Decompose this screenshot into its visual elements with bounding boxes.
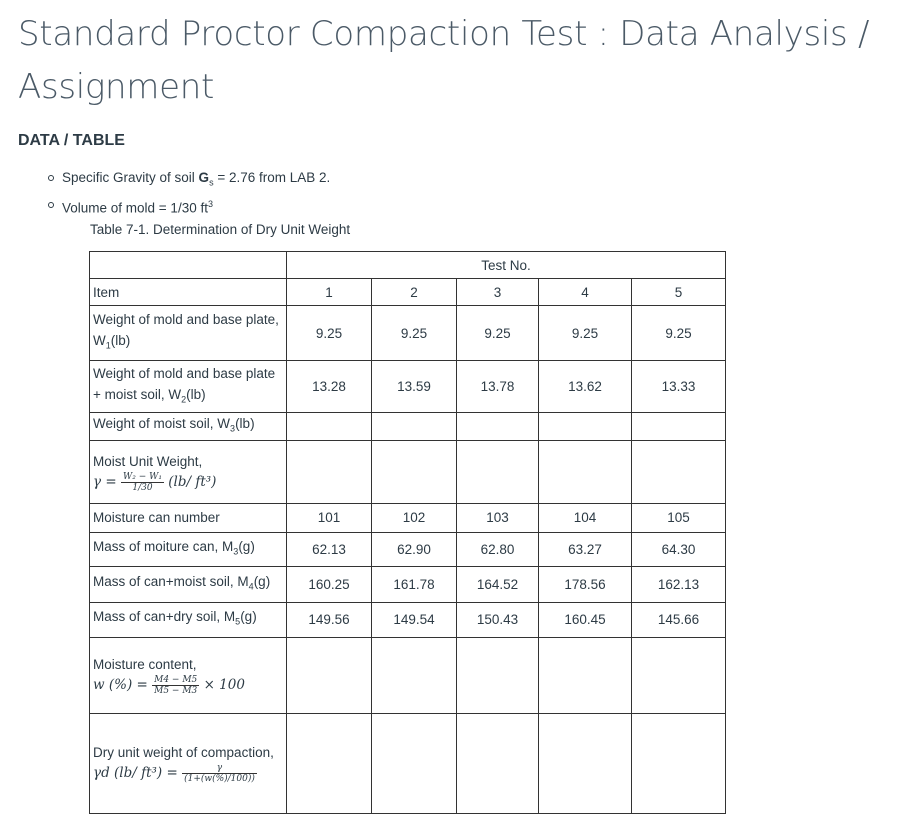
row-label-subscript: 5	[235, 617, 241, 628]
formula-numerator: W₂ − W₁	[122, 471, 162, 482]
row-label: Moisture can number	[93, 510, 220, 526]
formula-lhs: w (%) =	[93, 677, 148, 694]
dry-unit-weight-table	[89, 251, 726, 814]
formula-fraction	[152, 675, 199, 696]
row-label: Weight of mold and base plate + moist soil, W	[93, 365, 276, 402]
value-cell[interactable]	[539, 413, 632, 441]
value-cell[interactable]: 160.25	[287, 566, 372, 602]
row-formula	[93, 763, 286, 784]
value-cell[interactable]	[457, 440, 539, 503]
value-cell[interactable]: 13.59	[372, 361, 457, 413]
value-cell[interactable]: 62.13	[287, 532, 372, 566]
value-cell[interactable]: 102	[372, 503, 457, 532]
value-cell[interactable]: 13.28	[287, 361, 372, 413]
bullet-text: Specific Gravity of soil	[62, 170, 199, 185]
formula-fraction	[182, 763, 257, 784]
value-cell[interactable]: 178.56	[539, 566, 632, 602]
row-label-cell	[90, 306, 287, 361]
row-label-unit: (g)	[238, 538, 255, 554]
table-row	[90, 532, 726, 566]
table-row	[90, 637, 726, 713]
data-bullet-list	[62, 167, 330, 218]
row-label-cell	[90, 440, 287, 503]
formula-units: × 100	[203, 677, 245, 694]
bullet-text: = 2.76 from LAB 2.	[213, 170, 331, 185]
table-row	[90, 713, 726, 813]
table-row	[90, 306, 726, 361]
formula-numerator: γ	[182, 763, 257, 774]
table-row	[90, 440, 726, 503]
formula-lhs: γd (lb/ ft³) =	[93, 765, 178, 782]
test-number-header: 5	[632, 279, 726, 306]
row-label: Mass of moiture can, M	[93, 538, 234, 554]
formula-denominator: M5 − M3	[154, 686, 198, 697]
table-row	[90, 503, 726, 532]
table-header-row	[90, 279, 726, 306]
value-cell[interactable]	[632, 440, 726, 503]
value-cell[interactable]	[372, 440, 457, 503]
row-label-cell	[90, 413, 287, 441]
value-cell[interactable]	[372, 713, 457, 813]
value-cell[interactable]: 101	[287, 503, 372, 532]
value-cell[interactable]	[287, 713, 372, 813]
row-label-unit: (lb)	[235, 416, 255, 431]
table-row	[90, 566, 726, 602]
page-title: Standard Proctor Compaction Test : Data Analysis / Assignment	[18, 14, 870, 107]
superscript: 3	[207, 198, 213, 209]
gs-subscript: s	[209, 177, 214, 188]
value-cell[interactable]: 161.78	[372, 566, 457, 602]
value-cell[interactable]	[287, 440, 372, 503]
formula-units: (lb/ ft³)	[168, 473, 217, 490]
value-cell[interactable]: 13.78	[457, 361, 539, 413]
row-label-unit: (g)	[253, 573, 271, 589]
value-cell[interactable]: 9.25	[632, 306, 726, 361]
value-cell[interactable]	[372, 637, 457, 713]
value-cell[interactable]: 160.45	[539, 602, 632, 637]
test-number-header: 4	[539, 279, 632, 306]
value-cell[interactable]	[287, 413, 372, 441]
row-label: Weight of moist soil, W	[93, 416, 231, 431]
row-label-subscript: 3	[233, 546, 239, 557]
table-caption: Table 7-1. Determination of Dry Unit Weight	[90, 222, 351, 237]
row-label-cell	[90, 503, 287, 532]
value-cell[interactable]: 9.25	[539, 306, 632, 361]
row-label-subscript: 4	[248, 581, 254, 592]
item-header: Item	[90, 279, 287, 306]
blank-header-cell	[90, 252, 287, 279]
test-number-header: 2	[372, 279, 457, 306]
row-label: Weight of mold and base plate, W	[93, 312, 279, 349]
row-formula	[93, 675, 286, 696]
value-cell[interactable]: 9.25	[372, 306, 457, 361]
value-cell[interactable]: 13.33	[632, 361, 726, 413]
row-label: Moist Unit Weight,	[93, 453, 203, 469]
value-cell[interactable]: 62.90	[372, 532, 457, 566]
value-cell[interactable]: 104	[539, 503, 632, 532]
value-cell[interactable]: 162.13	[632, 566, 726, 602]
row-label: Mass of can+moist soil, M	[93, 573, 249, 589]
value-cell[interactable]: 149.56	[287, 602, 372, 637]
gs-symbol: G	[198, 170, 210, 185]
bullet-specific-gravity	[62, 167, 330, 194]
row-label-subscript: 1	[105, 340, 111, 351]
value-cell[interactable]	[287, 637, 372, 713]
value-cell[interactable]	[539, 713, 632, 813]
row-label-cell	[90, 602, 287, 637]
row-label: Mass of can+dry soil, M	[93, 609, 236, 625]
value-cell[interactable]: 62.80	[457, 532, 539, 566]
row-label: Moisture content,	[93, 657, 197, 673]
test-number-header: 3	[457, 279, 539, 306]
row-label-subscript: 3	[230, 423, 236, 434]
value-cell[interactable]	[457, 713, 539, 813]
value-cell[interactable]	[632, 637, 726, 713]
value-cell[interactable]: 145.66	[632, 602, 726, 637]
formula-numerator: M4 − M5	[154, 675, 198, 686]
table-row	[90, 361, 726, 413]
formula-denominator: (1+(w(%)/100))	[184, 774, 255, 785]
row-label: Dry unit weight of compaction,	[93, 745, 274, 761]
value-cell[interactable]	[457, 637, 539, 713]
value-cell[interactable]: 9.25	[287, 306, 372, 361]
value-cell[interactable]: 105	[632, 503, 726, 532]
value-cell[interactable]: 64.30	[632, 532, 726, 566]
formula-denominator: 1/30	[132, 482, 153, 493]
value-cell[interactable]: 150.43	[457, 602, 539, 637]
row-label-cell	[90, 566, 287, 602]
section-heading: DATA / TABLE	[18, 132, 125, 149]
value-cell[interactable]: 9.25	[457, 306, 539, 361]
value-cell[interactable]	[457, 413, 539, 441]
bullet-mold-volume	[62, 194, 330, 219]
test-number-header: 1	[287, 279, 372, 306]
value-cell[interactable]	[632, 713, 726, 813]
value-cell[interactable]	[632, 413, 726, 441]
value-cell[interactable]	[539, 637, 632, 713]
test-no-header: Test No.	[287, 252, 726, 279]
formula-fraction	[121, 472, 164, 493]
value-cell[interactable]: 103	[457, 503, 539, 532]
table-group-header-row	[90, 252, 726, 279]
value-cell[interactable]: 164.52	[457, 566, 539, 602]
value-cell[interactable]: 63.27	[539, 532, 632, 566]
value-cell[interactable]: 13.62	[539, 361, 632, 413]
value-cell[interactable]: 149.54	[372, 602, 457, 637]
row-label-subscript: 2	[181, 394, 187, 405]
row-label-cell	[90, 713, 287, 813]
row-formula	[93, 472, 286, 493]
value-cell[interactable]	[372, 413, 457, 441]
value-cell[interactable]	[539, 440, 632, 503]
row-label-unit: (lb)	[186, 386, 206, 402]
row-label-unit: (lb)	[110, 333, 131, 349]
row-label-cell	[90, 637, 287, 713]
row-label-unit: (g)	[240, 609, 257, 625]
formula-lhs: γ =	[93, 473, 117, 490]
table-row	[90, 413, 726, 441]
table-row	[90, 602, 726, 637]
row-label-cell	[90, 361, 287, 413]
row-label-cell	[90, 532, 287, 566]
bullet-text: Volume of mold = 1/30 ft	[62, 200, 208, 216]
